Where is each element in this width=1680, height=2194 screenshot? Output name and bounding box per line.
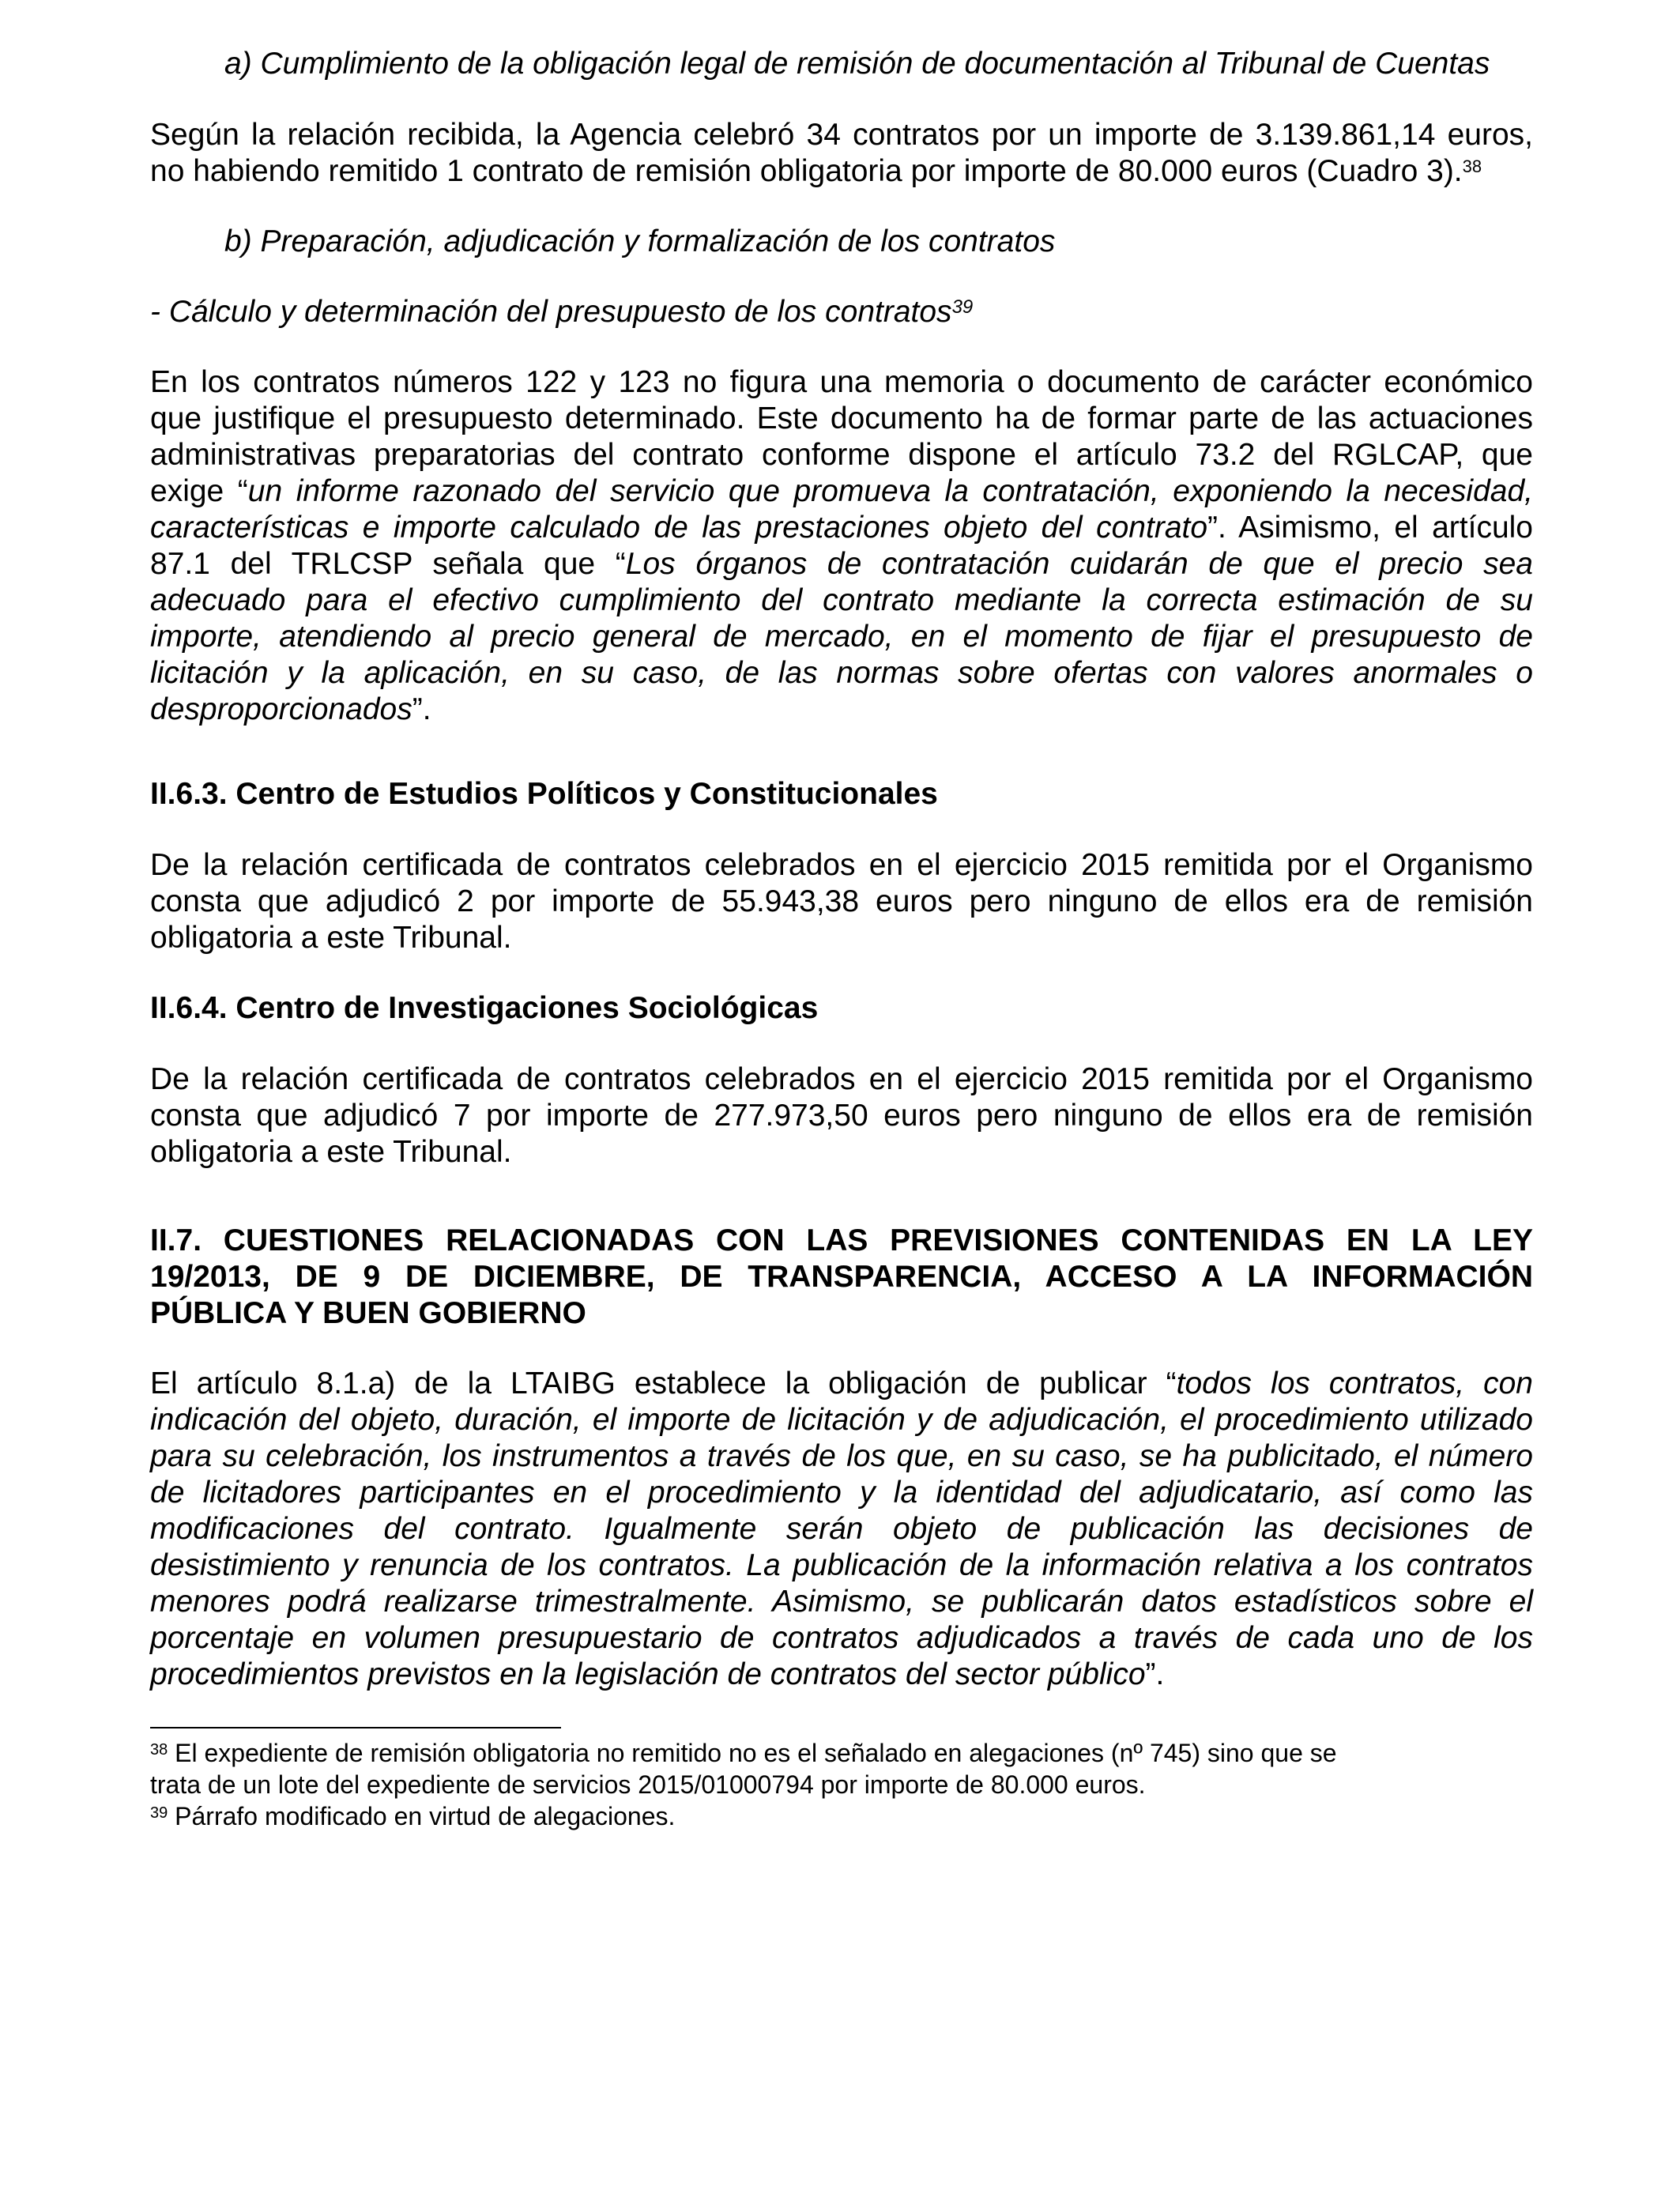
quote-span: Los órganos de contratación cuidarán de que el precio sea bbox=[625, 547, 1533, 581]
text-line bbox=[150, 153, 1533, 190]
paragraph-budget bbox=[150, 364, 1533, 728]
footnote-39 bbox=[150, 1800, 1533, 1832]
text-span: 87.1 del TRLCSP señala que “ bbox=[150, 547, 626, 581]
text-line: de licitadores participantes en el procedimiento y la identidad del adjudicatario, así como las bbox=[150, 1476, 1533, 1510]
text-line: obligatoria a este Tribunal. bbox=[150, 1135, 512, 1169]
quote-span: un informe razonado del servicio que promueva la contratación, exponiendo la necesidad, bbox=[247, 474, 1533, 508]
footnote-separator bbox=[150, 1727, 561, 1728]
text-line: De la relación certificada de contratos celebrados en el ejercicio 2015 remitida por el Organismo bbox=[150, 1062, 1533, 1096]
text-line bbox=[150, 510, 1533, 546]
text-line bbox=[150, 473, 1533, 510]
heading-line: PÚBLICA Y BUEN GOBIERNO bbox=[150, 1296, 586, 1330]
paragraph-contracts-summary bbox=[150, 117, 1533, 190]
text-line: importe, atendiendo al precio general de mercado, en el momento de fijar el presupuesto de bbox=[150, 620, 1533, 654]
text-line: De la relación certificada de contratos celebrados en el ejercicio 2015 remitida por el Organismo bbox=[150, 848, 1533, 882]
text-line bbox=[150, 692, 1533, 728]
section-heading-ii-7 bbox=[150, 1223, 1533, 1332]
text-span: exige “ bbox=[150, 474, 248, 508]
text-line bbox=[150, 1657, 1533, 1693]
text-line bbox=[150, 546, 1533, 582]
text-line: Según la relación recibida, la Agencia celebró 34 contratos por un importe de 3.139.861,14 euros, bbox=[150, 118, 1533, 152]
subsection-b-heading: b) Preparación, adjudicación y formalización de los contratos bbox=[224, 224, 1056, 258]
text-line: desistimiento y renuncia de los contratos. La publicación de la información relativa a los contratos bbox=[150, 1548, 1533, 1582]
footnote-ref: 38 bbox=[1462, 156, 1482, 176]
text-line: consta que adjudicó 2 por importe de 55.943,38 euros pero ninguno de ellos era de remisión bbox=[150, 884, 1533, 918]
quote-span: desproporcionados bbox=[150, 692, 412, 726]
footnote-ref: 39 bbox=[951, 296, 974, 318]
footnote-number: 39 bbox=[150, 1804, 168, 1822]
text-line: En los contratos números 122 y 123 no figura una memoria o documento de carácter económico bbox=[150, 365, 1533, 399]
footnote-38 bbox=[150, 1737, 1533, 1800]
text-line: modificaciones del contrato. Igualmente serán objeto de publicación las decisiones de bbox=[150, 1512, 1533, 1546]
footnote-number: 38 bbox=[150, 1741, 168, 1759]
section-heading-ii-6-3: II.6.3. Centro de Estudios Políticos y Constitucionales bbox=[150, 777, 938, 811]
paragraph-ii-6-3 bbox=[150, 847, 1533, 956]
text-line: indicación del objeto, duración, el importe de licitación y de adjudicación, el procedimiento utilizado bbox=[150, 1403, 1533, 1437]
quote-span: procedimientos previstos en la legislación de contratos del sector público bbox=[150, 1657, 1146, 1691]
text-line: para su celebración, los instrumentos a través de los que, en su caso, se ha publicitado, el número bbox=[150, 1439, 1533, 1473]
paragraph-ii-6-4 bbox=[150, 1061, 1533, 1171]
text-span: ”. bbox=[1145, 1657, 1165, 1691]
text-span: El artículo 8.1.a) de la LTAIBG establece la obligación de publicar “ bbox=[150, 1367, 1177, 1400]
subsection-a-heading: a) Cumplimiento de la obligación legal de remisión de documentación al Tribunal de Cuentas bbox=[224, 47, 1490, 81]
footnote-line: trata de un lote del expediente de servicios 2015/01000794 por importe de 80.000 euros. bbox=[150, 1770, 1146, 1799]
text-span: ”. bbox=[412, 692, 431, 726]
quote-span: todos los contratos, con bbox=[1176, 1367, 1533, 1400]
subheading-text: - Cálculo y determinación del presupuesto de los contratos bbox=[150, 295, 952, 329]
footnote-line bbox=[150, 1737, 1533, 1769]
text-span: ”. Asimismo, el artículo bbox=[1207, 511, 1533, 545]
footnote-line bbox=[150, 1800, 1533, 1832]
text-line bbox=[150, 1366, 1533, 1402]
text-line: obligatoria a este Tribunal. bbox=[150, 921, 512, 955]
footnote-text: El expediente de remisión obligatoria no remitido no es el señalado en alegaciones (nº 745) sino que se bbox=[168, 1739, 1337, 1767]
footnote-text: Párrafo modificado en virtud de alegaciones. bbox=[168, 1802, 676, 1830]
quote-span: características e importe calculado de las prestaciones objeto del contrato bbox=[150, 511, 1208, 545]
text-line: que justifique el presupuesto determinado. Este documento ha de formar parte de las actuaciones bbox=[150, 401, 1533, 435]
text-span: no habiendo remitido 1 contrato de remisión obligatoria por importe de 80.000 euros (Cuadro 3). bbox=[150, 154, 1463, 188]
subheading-budget-calculation bbox=[150, 294, 1533, 330]
text-line: porcentaje en volumen presupuestario de contratos adjudicados a través de cada uno de los bbox=[150, 1621, 1533, 1655]
section-heading-ii-6-4: II.6.4. Centro de Investigaciones Sociológicas bbox=[150, 991, 819, 1025]
text-line: consta que adjudicó 7 por importe de 277.973,50 euros pero ninguno de ellos era de remisión bbox=[150, 1099, 1533, 1133]
text-line: adecuado para el efectivo cumplimiento del contrato mediante la correcta estimación de su bbox=[150, 583, 1533, 617]
text-line: menores podrá realizarse trimestralmente. Asimismo, se publicarán datos estadísticos sobre el bbox=[150, 1585, 1533, 1619]
text-line: administrativas preparatorias del contrato conforme dispone el artículo 73.2 del RGLCAP, que bbox=[150, 438, 1533, 472]
paragraph-ii-7 bbox=[150, 1366, 1533, 1693]
text-line: licitación y la aplicación, en su caso, de las normas sobre ofertas con valores anormales o bbox=[150, 656, 1533, 690]
heading-line: 19/2013, DE 9 DE DICIEMBRE, DE TRANSPARENCIA, ACCESO A LA INFORMACIÓN bbox=[150, 1260, 1533, 1294]
heading-line: II.7. CUESTIONES RELACIONADAS CON LAS PREVISIONES CONTENIDAS EN LA LEY bbox=[150, 1223, 1533, 1257]
